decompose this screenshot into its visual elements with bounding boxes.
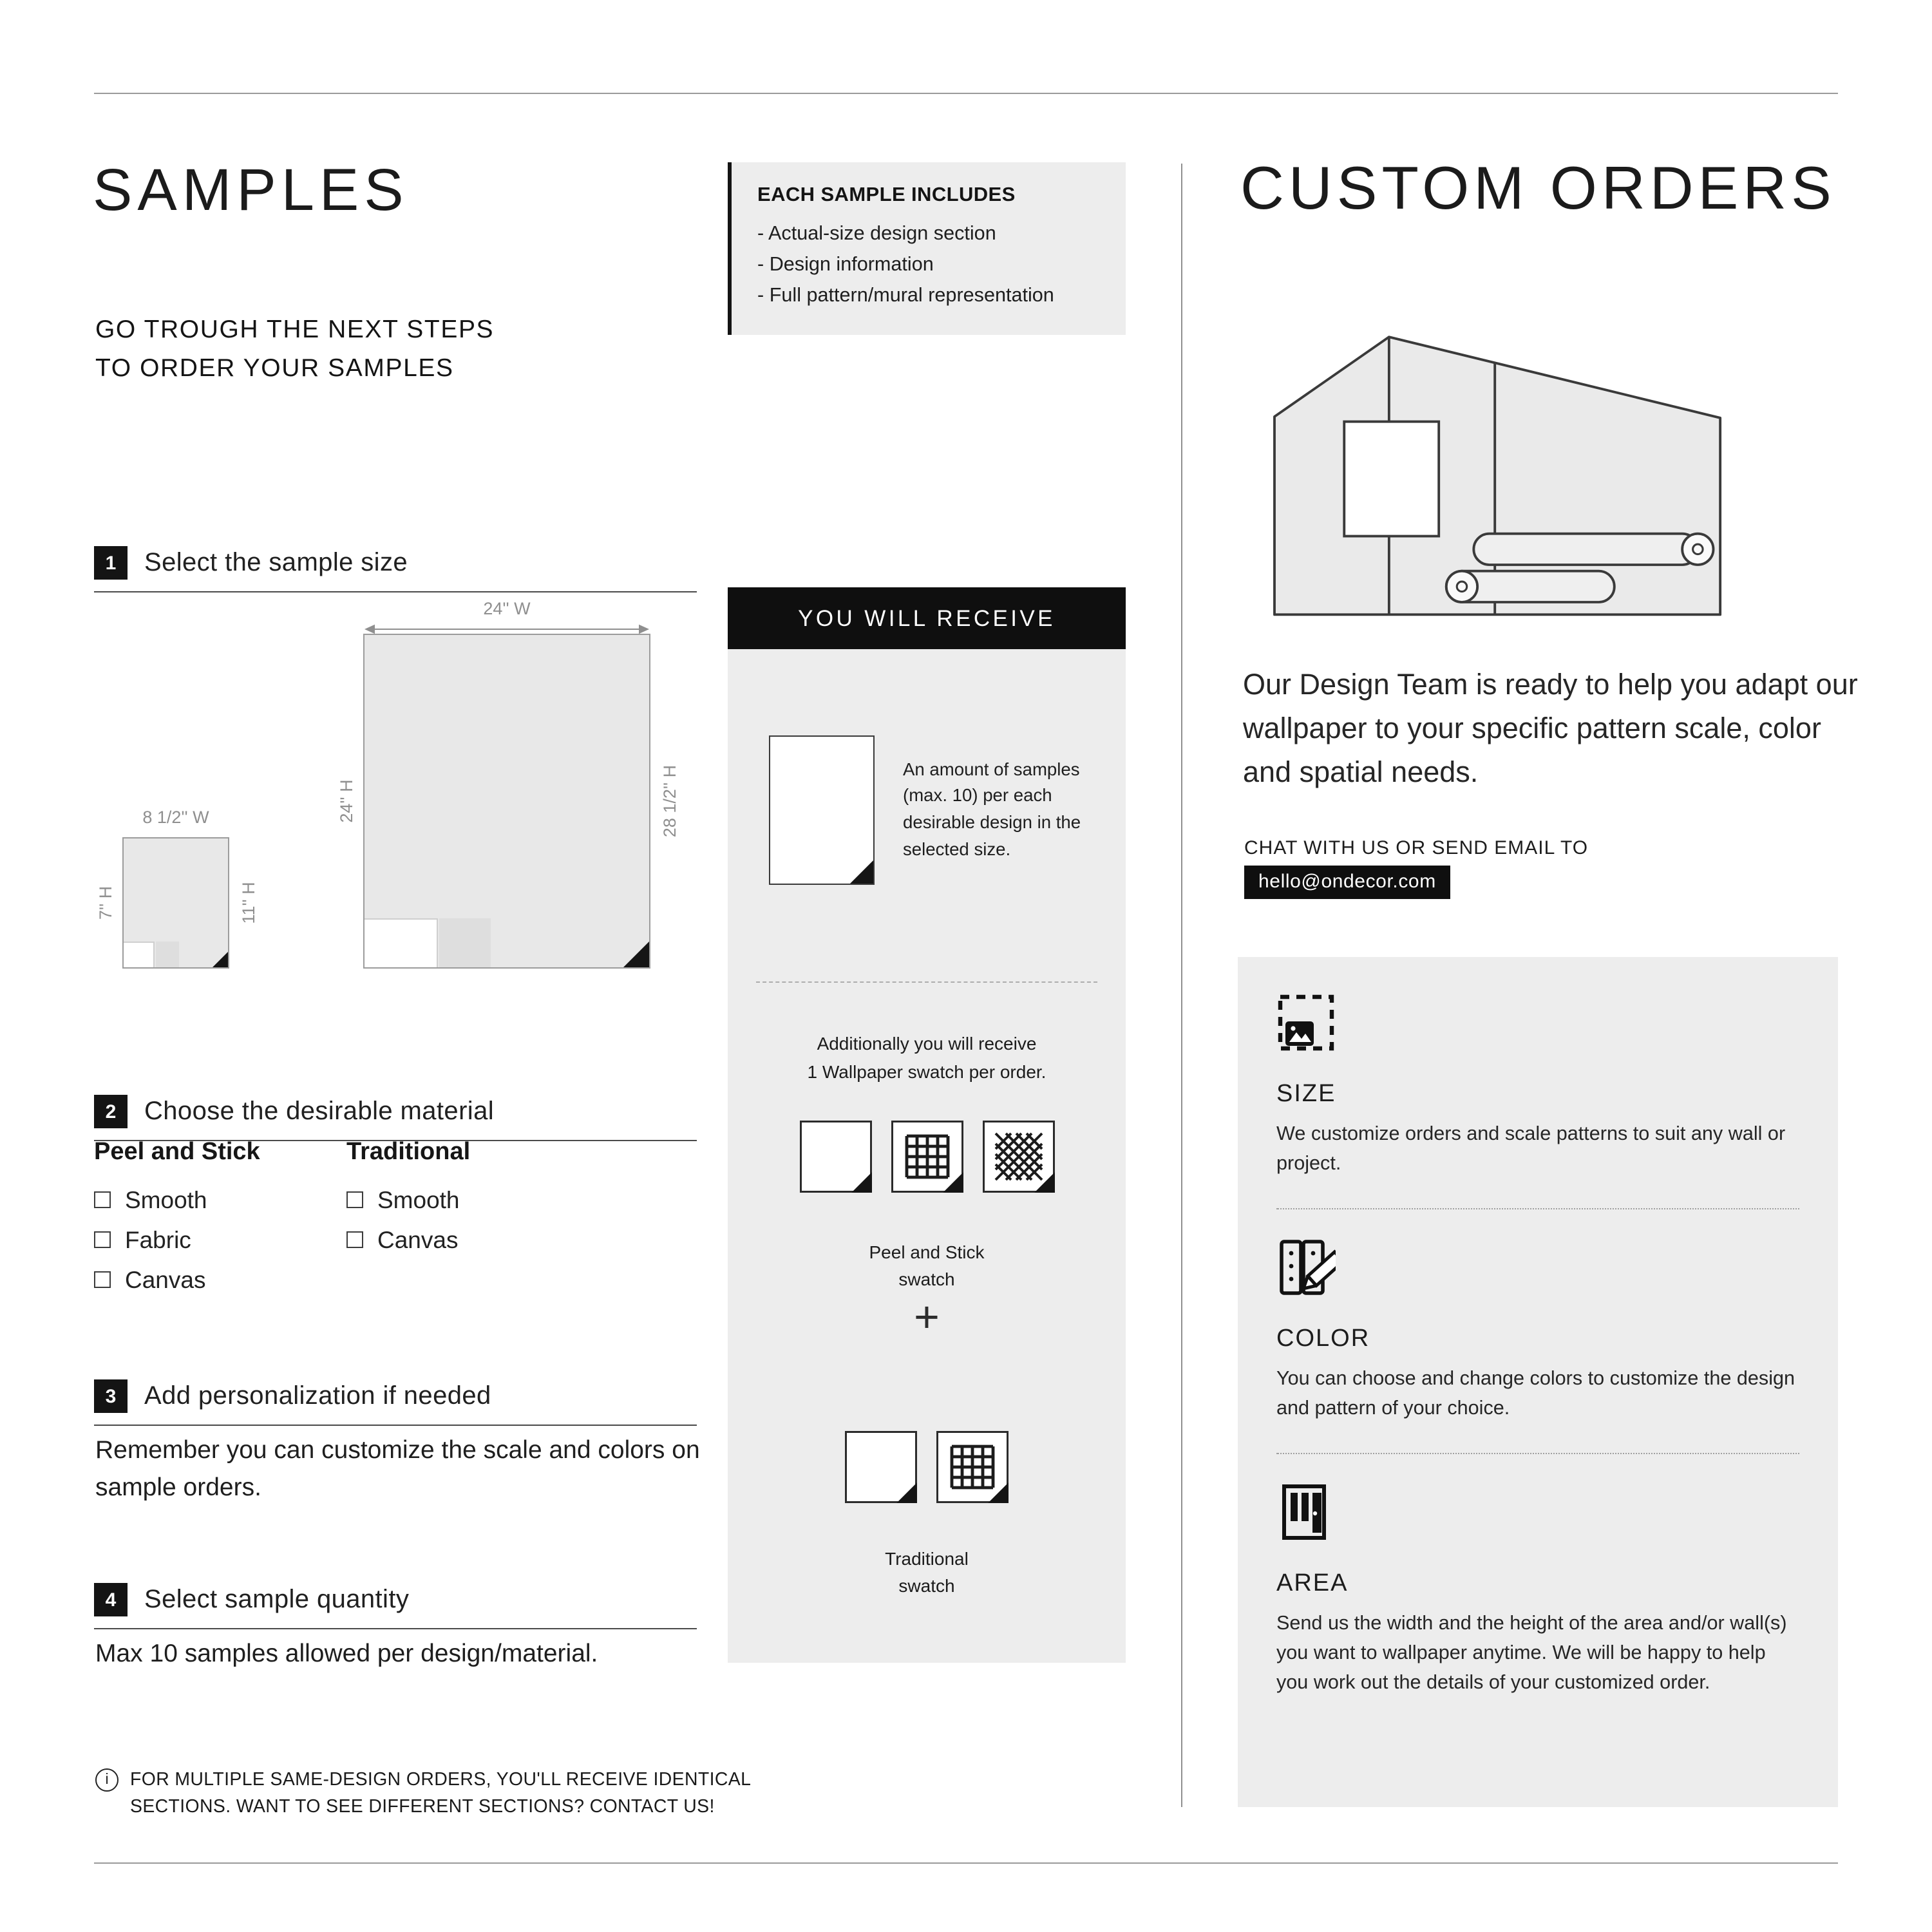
footnote-line2: SECTIONS. WANT TO SEE DIFFERENT SECTIONS? CONTACT US!: [130, 1796, 715, 1817]
feature-text: You can choose and change colors to customize the design and pattern of your choice.: [1276, 1367, 1795, 1419]
each-sample-includes-box: [728, 162, 1126, 336]
email-badge[interactable]: hello@ondecor.com: [1244, 866, 1450, 899]
option-trad-smooth[interactable]: [346, 1180, 470, 1220]
step-3-header: [94, 1379, 697, 1426]
samples-title: SAMPLES: [93, 156, 409, 223]
small-height-left-label: 7'' H: [96, 886, 115, 920]
custom-features-panel: [1238, 957, 1838, 1807]
step-3-label: Add personalization if needed: [144, 1381, 491, 1410]
vertical-divider: [1181, 164, 1182, 1807]
large-sample-rect: [363, 634, 650, 969]
checkbox-icon[interactable]: [94, 1271, 111, 1288]
plain-swatch-icon: [845, 1431, 917, 1503]
feature-color: [1276, 1238, 1799, 1425]
large-height-left-label: 24'' H: [337, 779, 356, 823]
step-4-number: 4: [94, 1583, 128, 1616]
step-2-header: [94, 1095, 697, 1141]
you-will-receive-panel: [728, 587, 1126, 1663]
feature-text: Send us the width and the height of the area and/or wall(s) you want to wallpaper anytime. We will be happy to help you work out the details of your customized order.: [1276, 1612, 1787, 1694]
folded-corner-icon: [623, 942, 649, 967]
feature-heading: AREA: [1276, 1569, 1349, 1597]
material-column-peel-and-stick: [94, 1139, 346, 1300]
additional-line2: 1 Wallpaper swatch per order.: [807, 1061, 1046, 1082]
feature-text: We customize orders and scale patterns to suit any wall or project.: [1276, 1123, 1786, 1175]
feature-heading: COLOR: [1276, 1325, 1370, 1352]
color-icon: [1276, 1238, 1336, 1297]
crosshatch-swatch-icon: [982, 1121, 1054, 1193]
peel-caption-line2: swatch: [898, 1269, 955, 1289]
option-peel-smooth[interactable]: [94, 1180, 346, 1220]
small-height-right-label: 11'' H: [239, 882, 258, 924]
option-label: Smooth: [125, 1186, 207, 1213]
small-sample-swatch-gray: [156, 942, 179, 967]
step-2-number: 2: [94, 1095, 128, 1128]
dashed-divider: [756, 981, 1097, 983]
footnote-line1: FOR MULTIPLE SAME-DESIGN ORDERS, YOU'LL RECEIVE IDENTICAL: [130, 1770, 752, 1790]
step-3-number: 3: [94, 1379, 128, 1413]
area-icon: [1276, 1482, 1336, 1542]
traditional-caption-line1: Traditional: [885, 1548, 969, 1569]
large-sample-swatch-gray: [439, 918, 491, 967]
traditional-caption: [728, 1546, 1126, 1600]
step-1-header: [94, 546, 697, 592]
dotted-divider: [1276, 1208, 1799, 1209]
checkbox-icon[interactable]: [346, 1231, 363, 1248]
step-3-description: Remember you can customize the scale and colors on sample orders.: [95, 1436, 700, 1502]
sample-sheet-icon: [769, 735, 875, 885]
traditional-caption-line2: swatch: [898, 1575, 955, 1596]
option-trad-canvas[interactable]: [346, 1220, 470, 1260]
traditional-swatch-icons: [728, 1431, 1126, 1503]
peel-and-stick-swatch-icons: [728, 1121, 1126, 1193]
additional-line1: Additionally you will receive: [817, 1033, 1037, 1054]
feature-area: [1276, 1482, 1799, 1699]
peel-caption-line1: Peel and Stick: [869, 1242, 985, 1262]
size-icon: [1276, 993, 1336, 1052]
small-sample-swatch-white: [124, 942, 155, 967]
wall-illustration: [1236, 322, 1723, 621]
step-1-label: Select the sample size: [144, 548, 408, 576]
step-1-number: 1: [94, 546, 128, 580]
grid-swatch-icon: [891, 1121, 963, 1193]
samples-amount-row: [769, 735, 1101, 885]
custom-orders-title: CUSTOM ORDERS: [1240, 153, 1836, 222]
small-sample-rect: [122, 837, 229, 969]
feature-size: [1276, 993, 1799, 1180]
sample-size-diagram: [94, 599, 697, 992]
large-width-label: 24'' W: [483, 599, 531, 618]
option-label: Canvas: [377, 1226, 459, 1254]
plus-sign: +: [914, 1293, 940, 1342]
includes-item: - Design information: [757, 254, 934, 276]
peel-and-stick-caption: [728, 1239, 1126, 1293]
wallpaper-roll-icon: [1446, 571, 1615, 602]
folded-corner-icon: [850, 860, 873, 884]
feature-heading: SIZE: [1276, 1081, 1336, 1108]
includes-item: - Full pattern/mural representation: [757, 285, 1054, 307]
option-label: Canvas: [125, 1266, 206, 1294]
dotted-divider: [1276, 1453, 1799, 1454]
frame-icon: [1344, 422, 1439, 536]
additional-text: [728, 1030, 1126, 1086]
includes-title: EACH SAMPLE INCLUDES: [757, 184, 1016, 206]
option-peel-canvas[interactable]: [94, 1260, 346, 1300]
includes-item: - Actual-size design section: [757, 223, 996, 245]
footnote-text: [130, 1767, 751, 1820]
custom-intro-text: Our Design Team is ready to help you adapt our wallpaper to your specific pattern scale, color and spatial needs.: [1243, 668, 1858, 789]
samples-amount-text: An amount of samples (max. 10) per each desirable design in the selected size.: [903, 759, 1081, 859]
material-title-traditional: Traditional: [346, 1139, 471, 1166]
large-height-right-label: 28 1/2'' H: [660, 764, 679, 838]
checkbox-icon[interactable]: [94, 1231, 111, 1248]
checkbox-icon[interactable]: [94, 1191, 111, 1208]
top-divider: [94, 93, 1838, 94]
option-peel-fabric[interactable]: [94, 1220, 346, 1260]
receive-header: YOU WILL RECEIVE: [728, 587, 1126, 649]
step-4-header: [94, 1583, 697, 1629]
large-sample-swatch-white: [365, 918, 438, 967]
contact-label: CHAT WITH US OR SEND EMAIL TO: [1244, 837, 1589, 859]
folded-corner-icon: [213, 952, 228, 967]
wallpaper-roll-icon: [1473, 534, 1713, 565]
samples-intro-line1: GO TROUGH THE NEXT STEPS: [95, 316, 495, 344]
material-options: [94, 1139, 470, 1300]
option-label: Smooth: [377, 1186, 460, 1213]
info-icon: i: [95, 1768, 118, 1792]
bottom-divider: [94, 1862, 1838, 1864]
footnote: [95, 1767, 920, 1820]
material-title-peel: Peel and Stick: [94, 1139, 260, 1166]
plain-swatch-icon: [799, 1121, 871, 1193]
samples-intro-line2: TO ORDER YOUR SAMPLES: [95, 354, 454, 383]
checkbox-icon[interactable]: [346, 1191, 363, 1208]
step-2-label: Choose the desirable material: [144, 1097, 495, 1125]
step-4-label: Select sample quantity: [144, 1585, 410, 1613]
small-width-label: 8 1/2'' W: [142, 808, 209, 827]
material-column-traditional: [346, 1139, 470, 1300]
grid-swatch-icon: [936, 1431, 1009, 1503]
option-label: Fabric: [125, 1226, 191, 1254]
step-4-description: Max 10 samples allowed per design/material.: [95, 1640, 598, 1668]
samples-intro: [95, 310, 494, 388]
